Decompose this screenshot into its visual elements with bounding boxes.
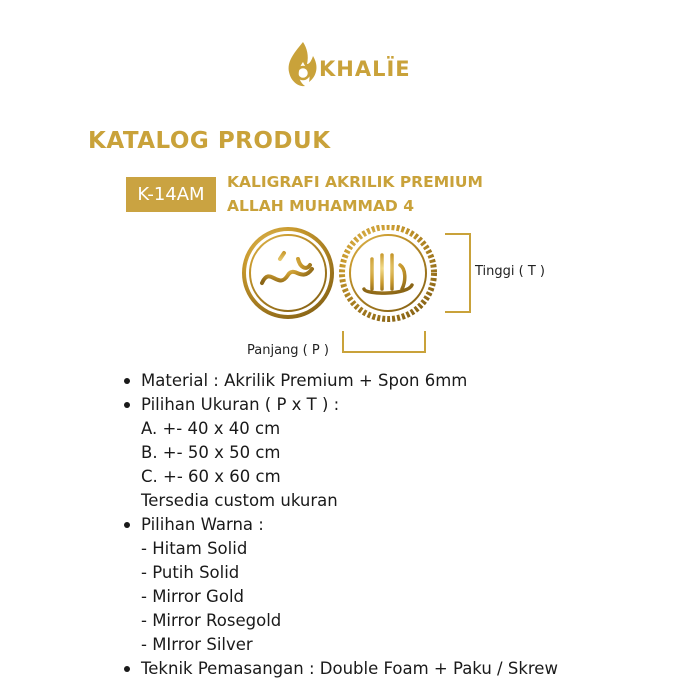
color-heading: Pilihan Warna : <box>141 515 264 534</box>
catalog-title: KATALOG PRODUK <box>88 128 331 154</box>
length-bracket <box>342 331 426 353</box>
size-option: A. +- 40 x 40 cm <box>141 419 281 438</box>
height-label: Tinggi ( T ) <box>475 264 545 279</box>
product-name-line2: ALLAH MUHAMMAD 4 <box>227 197 414 215</box>
color-option: - MIrror Silver <box>141 635 253 654</box>
bullet-icon <box>124 666 130 672</box>
list-item <box>124 393 558 417</box>
bullet-icon <box>124 378 130 384</box>
flame-logo-icon <box>283 40 323 90</box>
installation-text: Teknik Pemasangan : Double Foam + Paku / Skrew <box>141 659 558 678</box>
product-name <box>227 170 483 218</box>
spec-list <box>124 369 558 681</box>
product-code-badge: K-14AM <box>126 177 216 212</box>
product-images <box>240 225 440 325</box>
size-option: B. +- 50 x 50 cm <box>141 443 281 462</box>
brand-logo <box>283 40 411 90</box>
bullet-icon <box>124 522 130 528</box>
length-label: Panjang ( P ) <box>247 343 329 358</box>
list-item <box>124 369 558 393</box>
color-option: - Mirror Gold <box>141 587 244 606</box>
medallion-allah <box>342 227 434 319</box>
size-heading: Pilihan Ukuran ( P x T ) : <box>141 395 340 414</box>
custom-size-note: Tersedia custom ukuran <box>141 491 338 510</box>
color-option: - Mirror Rosegold <box>141 611 282 630</box>
list-item <box>124 657 558 681</box>
size-option: C. +- 60 x 60 cm <box>141 467 281 486</box>
height-bracket <box>445 233 471 313</box>
bullet-icon <box>124 402 130 408</box>
color-option: - Putih Solid <box>141 563 240 582</box>
brand-name: KHALÏE <box>319 57 411 81</box>
list-item <box>124 513 558 537</box>
material-text: Material : Akrilik Premium + Spon 6mm <box>141 371 468 390</box>
medallion-muhammad <box>244 229 332 317</box>
product-name-line1: KALIGRAFI AKRILIK PREMIUM <box>227 173 483 191</box>
color-option: - Hitam Solid <box>141 539 248 558</box>
